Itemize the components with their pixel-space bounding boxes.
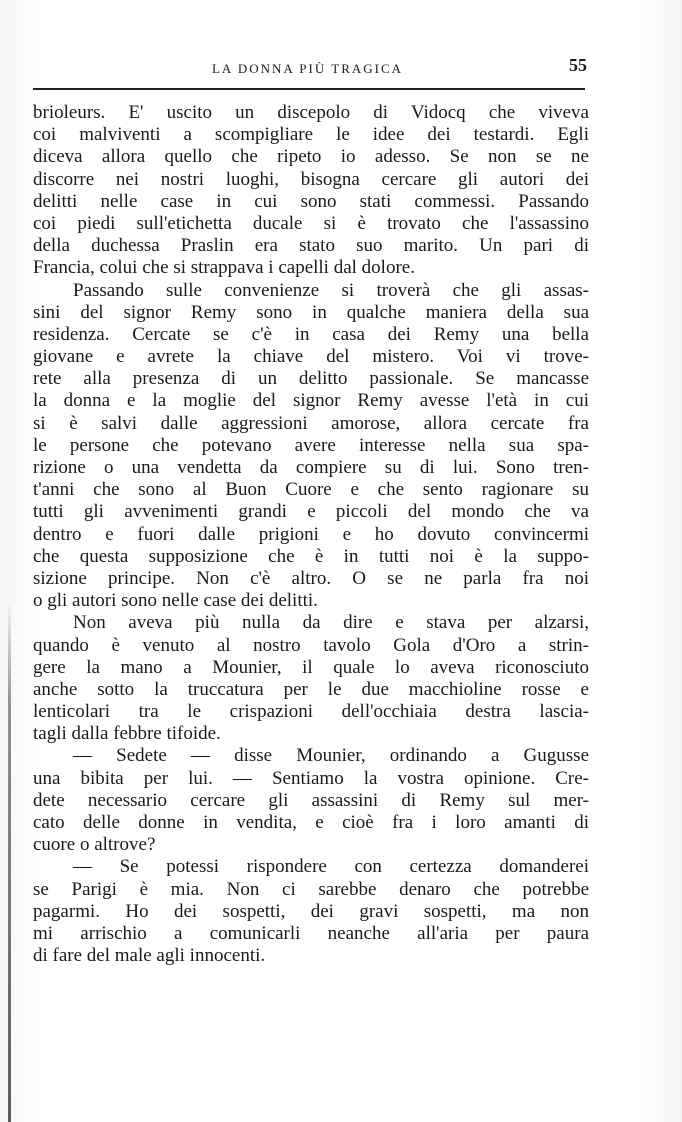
body-text (33, 102, 589, 967)
header-rule (33, 88, 585, 90)
text-line: diceva allora quello che ripeto io adesso. Se non se ne (33, 146, 589, 168)
text-line: rizione o una vendetta da compiere su di lui. Sono tren- (33, 457, 589, 478)
paragraph-5 (33, 856, 589, 967)
text-line: — Se potessi rispondere con certezza domanderei (73, 856, 589, 878)
text-line: della duchessa Praslin era stato suo marito. Un pari di (33, 235, 589, 257)
text-line: brioleurs. E' uscito un discepolo di Vidocq che viveva (33, 102, 589, 123)
text-line: Passando sulle convenienze si troverà che gli assas- (73, 279, 589, 301)
text-line: o gli autori sono nelle case dei delitti. (33, 590, 318, 612)
paragraph-1 (33, 102, 589, 280)
text-line: mi arrischio a comunicarli neanche all'aria per paura (33, 922, 589, 944)
text-line: tutti gli avvenimenti grandi e piccoli del mondo che va (33, 501, 589, 523)
text-line: t'anni che sono al Buon Cuore e che sento ragionare su (33, 479, 589, 501)
page-number: 55 (569, 55, 587, 75)
paragraph-3 (33, 612, 589, 745)
text-line: la donna e la moglie del signor Remy avesse l'età in cui (33, 390, 589, 412)
running-title: LA DONNA PIÙ TRAGICA (211, 61, 404, 76)
text-line: gere la mano a Mounier, il quale lo aveva riconosciuto (33, 656, 589, 678)
text-line: lenticolari tra le crispazioni dell'occhiaia destra lascia- (33, 701, 589, 723)
text-line: residenza. Cercate se c'è in casa dei Remy una bella (33, 323, 589, 345)
text-line: Non aveva più nulla da dire e stava per alzarsi, (73, 612, 589, 634)
text-line: delitti nelle case in cui sono stati commessi. Passando (33, 190, 589, 212)
text-line: sini del signor Remy sono in qualche maniera della sua (33, 301, 589, 323)
text-line: quando è venuto al nostro tavolo Gola d'Oro a strin- (33, 634, 589, 656)
text-line: dentro e fuori dalle prigioni e ho dovuto convincermi (33, 523, 589, 545)
text-line: le persone che potevano avere interesse nella sua spa- (33, 434, 589, 456)
text-line: si è salvi dalle aggressioni amorose, allora cercate fra (33, 412, 589, 434)
page-binding-shadow (8, 600, 11, 1122)
text-line: anche sotto la truccatura per le due macchioline rosse e (33, 678, 589, 700)
text-line: pagarmi. Ho dei sospetti, dei gravi sospetti, ma non (33, 900, 589, 922)
text-line: Francia, colui che si strappava i capelli dal dolore. (33, 257, 415, 279)
text-line: coi malviventi a scompigliare le idee dei testardi. Egli (33, 124, 589, 146)
text-line: cuore o altrove? (33, 834, 156, 856)
text-line: sizione principe. Non c'è altro. O se ne parla fra noi (33, 567, 589, 589)
text-line: rete alla presenza di un delitto passionale. Se mancasse (33, 368, 589, 390)
text-line: dete necessario cercare gli assassini di Remy sul mer- (33, 789, 589, 811)
text-line: che questa supposizione che è in tutti noi è la suppo- (33, 545, 589, 567)
text-line: cato delle donne in vendita, e cioè fra i loro amanti di (33, 812, 589, 833)
text-line: coi piedi sull'etichetta ducale si è trovato che l'assassino (33, 212, 589, 234)
text-line: tagli dalla febbre tifoide. (33, 723, 221, 745)
text-line: giovane e avrete la chiave del mistero. Voi vi trove- (33, 346, 589, 368)
text-line: una bibita per lui. — Sentiamo la vostra opinione. Cre- (33, 767, 589, 789)
text-line: — Sedete — disse Mounier, ordinando a Gugusse (73, 745, 589, 767)
text-line: se Parigi è mia. Non ci sarebbe denaro che potrebbe (33, 878, 589, 900)
paragraph-4 (33, 745, 589, 856)
paragraph-2 (33, 280, 589, 613)
text-line: discorre nei nostri luoghi, bisogna cercare gli autori dei (33, 168, 589, 190)
text-line: di fare del male agli innocenti. (33, 945, 266, 967)
running-header (30, 55, 587, 84)
